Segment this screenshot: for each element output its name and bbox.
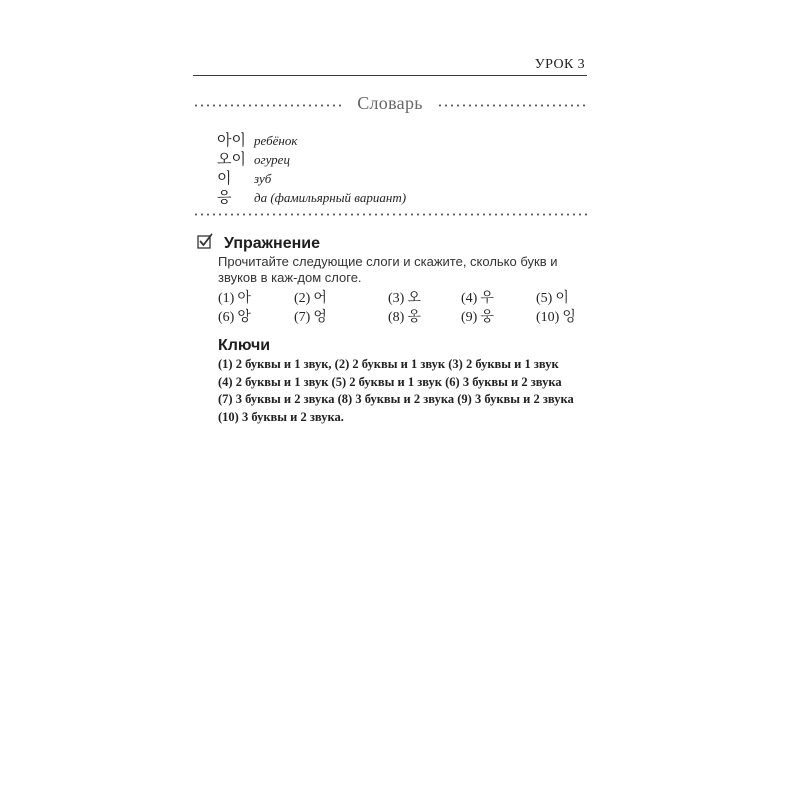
syllable-item (388, 287, 421, 307)
syllable-hangul: 잉 (562, 309, 576, 325)
vocab-korean: 아이 (217, 131, 246, 149)
syllable-hangul: 웅 (480, 309, 494, 325)
syllable-item (461, 306, 494, 326)
syllable-number: (1) (218, 291, 235, 306)
vocab-entry (217, 167, 406, 186)
syllable-item (294, 306, 327, 326)
syllable-hangul: 우 (480, 290, 494, 306)
vocab-korean: 오이 (217, 150, 246, 168)
vocab-korean: 이 (217, 169, 232, 187)
syllable-row (218, 287, 598, 306)
running-header (193, 55, 587, 75)
syllable-number: (10) (536, 310, 560, 325)
syllable-number: (7) (294, 310, 311, 325)
syllable-number: (6) (218, 310, 235, 325)
syllable-row (218, 306, 598, 325)
vocab-russian: да (фамильярный вариант) (254, 190, 407, 205)
syllable-hangul: 아 (237, 290, 251, 306)
syllable-hangul: 어 (313, 290, 327, 306)
vocabulary-list (217, 129, 406, 205)
vocab-russian: огурец (254, 152, 290, 167)
exercise-heading: Упражнение (224, 235, 320, 252)
answer-line: (10) 3 буквы и 2 звука. (218, 409, 344, 424)
syllable-number: (4) (461, 291, 478, 306)
syllable-number: (3) (388, 291, 405, 306)
vocab-entry (217, 129, 406, 148)
exercise-instructions: Прочитайте следующие слоги и скажите, сколько букв и звуков в каж-дом слоге. (218, 254, 558, 285)
syllable-number: (8) (388, 310, 405, 325)
syllable-hangul: 엉 (313, 309, 327, 325)
syllable-grid (218, 287, 598, 325)
syllable-number: (9) (461, 310, 478, 325)
syllable-hangul: 앙 (237, 309, 251, 325)
dotted-divider (193, 213, 587, 216)
dictionary-title: Словарь (357, 93, 423, 113)
syllable-item (388, 306, 421, 326)
syllable-hangul: 이 (555, 290, 569, 306)
vocab-korean: 응 (217, 188, 232, 206)
lesson-label: УРОК 3 (534, 57, 585, 72)
syllable-number: (5) (536, 291, 553, 306)
vocab-russian: ребёнок (254, 133, 298, 148)
dotted-divider-right (437, 104, 587, 107)
answer-line: (4) 2 буквы и 1 звук (5) 2 буквы и 1 звук (6) 3 буквы и 2 звука (218, 374, 562, 389)
vocab-entry (217, 186, 406, 205)
keys-heading: Ключи (218, 337, 271, 354)
syllable-item (461, 287, 494, 307)
syllable-hangul: 옹 (407, 309, 421, 325)
dictionary-title-row (193, 93, 587, 113)
syllable-number: (2) (294, 291, 311, 306)
answer-keys (218, 356, 598, 426)
syllable-item (218, 306, 251, 326)
header-rule (193, 75, 587, 76)
syllable-item (536, 306, 576, 326)
syllable-hangul: 오 (407, 290, 421, 306)
dictionary-bottom-divider (193, 206, 587, 222)
vocab-russian: зуб (254, 171, 272, 186)
answer-line: (7) 3 буквы и 2 звука (8) 3 буквы и 2 звука (9) 3 буквы и 2 звука (218, 392, 574, 406)
checkbox-checked-icon (197, 233, 213, 249)
syllable-item (536, 287, 569, 307)
syllable-item (294, 287, 327, 307)
vocab-entry (217, 148, 406, 167)
answer-line: (1) 2 буквы и 1 звук, (2) 2 буквы и 1 звук (3) 2 буквы и 1 звук (218, 357, 559, 371)
syllable-item (218, 287, 251, 307)
